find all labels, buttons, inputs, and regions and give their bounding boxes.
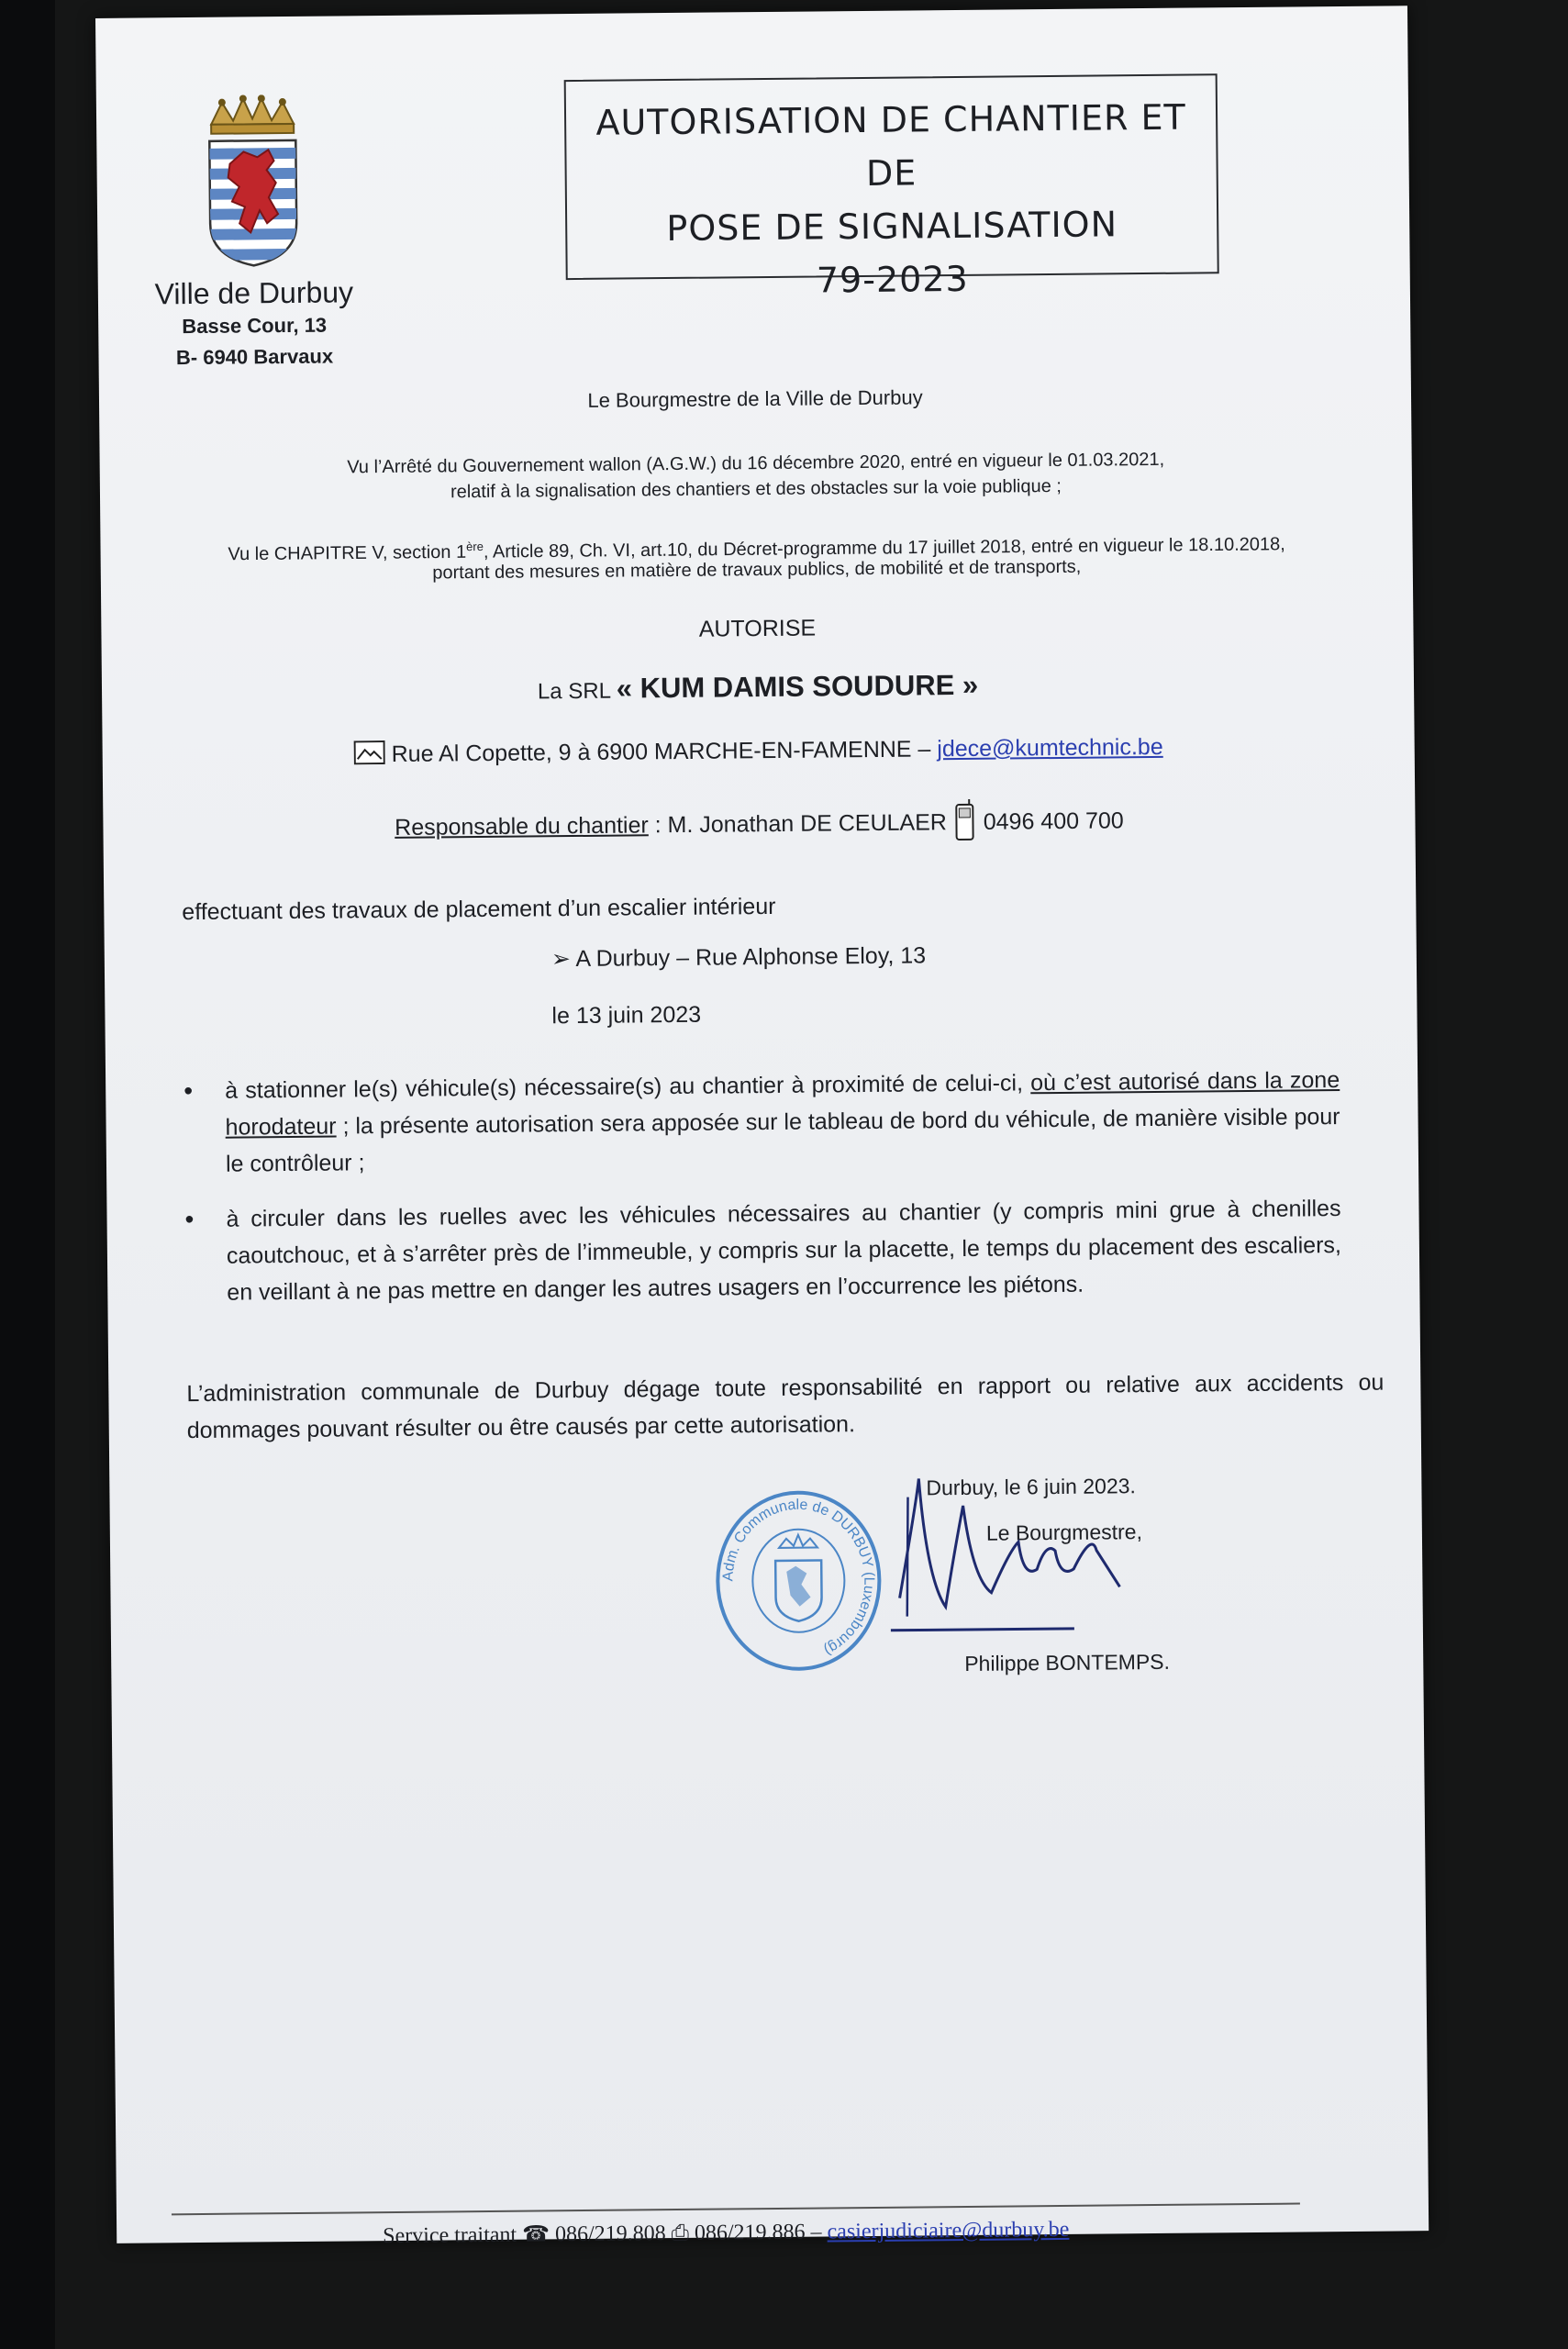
decree-text-a: Vu le CHAPITRE V, section 1: [228, 541, 467, 565]
footer-email-link[interactable]: casierjudiciaire@durbuy.be: [827, 2217, 1070, 2244]
permission-item-parking: [183, 1062, 1340, 1183]
photo-background: [0, 0, 55, 2349]
work-description: effectuant des travaux de placement d’un escalier intérieur: [182, 893, 776, 926]
title-line-2: POSE DE SIGNALISATION: [666, 204, 1118, 250]
company-address: Rue Al Copette, 9 à 6900 MARCHE-EN-FAMENNE –: [391, 736, 931, 768]
footer-contact-line: [383, 2216, 1069, 2249]
site-manager-label: Responsable du chantier: [395, 812, 649, 841]
footer-divider: [172, 2203, 1300, 2216]
document-page: [95, 6, 1429, 2249]
telephone-icon: ☎: [522, 2222, 550, 2247]
work-location: A Durbuy – Rue Alphonse Eloy, 13: [575, 942, 927, 973]
footer-fax: 086/219.886: [694, 2220, 806, 2245]
footer-service-label: Service traitant: [383, 2222, 517, 2249]
liability-disclaimer: L’administration communale de Durbuy dégage toute responsabilité en rapport ou relative aux accidents ou dommages pouvant résulter ou être causés par cette autorisation.: [186, 1369, 1385, 1444]
signatory-name: Philippe BONTEMPS.: [964, 1649, 1171, 1675]
mobile-phone-icon: [953, 799, 978, 848]
signature-place-date: Durbuy, le 6 juin 2023.: [926, 1474, 1136, 1500]
fax-icon: ⎙: [671, 2221, 690, 2246]
company-email-link[interactable]: jdece@kumtechnic.be: [937, 733, 1163, 763]
stamp-text: Adm. Communale de DURBUY (Luxembourg): [720, 1497, 877, 1658]
permission-circulation-text: à circuler dans les ruelles avec les véhicules nécessaires au chantier (y compris mini grue à chenilles caoutchouc, et à s’arrêter près de l’immeuble, y compris sur la placette, le temps du placement des escaliers, en veillant à ne pas mettre en danger les autres usagers en l’occurrence les piétons.: [226, 1196, 1342, 1306]
company-name: « KUM DAMIS SOUDURE »: [616, 668, 979, 705]
decree-text-b: , Article 89, Ch. VI, art.10, du Décret-programme du 17 juillet 2018, entré en vigueur le 18.10.2018,: [483, 534, 1285, 562]
issuer-line: Le Bourgmestre de la Ville de Durbuy: [587, 385, 923, 412]
arrow-bullet-icon: ➢: [550, 946, 571, 973]
work-date: le 13 juin 2023: [551, 1001, 702, 1030]
city-address-postal: B- 6940 Barvaux: [175, 344, 334, 370]
company-prefix: La SRL: [537, 678, 611, 705]
work-location-line: [551, 937, 927, 977]
document-title-box: [564, 73, 1219, 301]
city-address-street: Basse Cour, 13: [182, 313, 328, 339]
site-manager-line: [103, 795, 1415, 856]
decree-superscript: ère: [466, 539, 484, 554]
footer-dash: –: [810, 2220, 822, 2244]
site-manager-name: : M. Jonathan DE CEULAER: [654, 809, 948, 839]
permission-parking-underlined: où c’est autorisé dans la zone horodateur: [225, 1067, 1340, 1141]
footer-phone: 086/219.808: [554, 2221, 666, 2247]
agw-reference-line-1: Vu l’Arrêté du Gouvernement wallon (A.G.W.) du 16 décembre 2020, entré en vigueur le 01.03.2021,: [347, 449, 1165, 478]
envelope-icon: [354, 740, 385, 771]
agw-reference-line-2: relatif à la signalisation des chantiers et des obstacles sur la voie publique ;: [450, 475, 1062, 503]
signature-role: Le Bourgmestre,: [985, 1520, 1143, 1545]
durbuy-crest-icon: [202, 95, 305, 270]
city-name: Ville de Durbuy: [154, 275, 354, 311]
decree-reference-line-2: portant des mesures en matière de travaux publics, de mobilité et de transports,: [432, 556, 1082, 584]
company-line: [102, 664, 1414, 710]
title-line-1: AUTORISATION DE CHANTIER ET DE: [595, 96, 1186, 194]
site-manager-phone: 0496 400 700: [983, 807, 1124, 835]
permission-parking-text-a: à stationner le(s) véhicule(s) nécessaire(s) au chantier à proximité de celui-ci,: [225, 1070, 1024, 1104]
autorise-heading: AUTORISE: [698, 615, 817, 642]
company-address-line: [103, 730, 1415, 774]
bullet-dot-icon: •: [184, 1205, 195, 1234]
city-logo-block: [151, 94, 356, 373]
permission-item-circulation: [184, 1190, 1341, 1311]
municipal-stamp: [710, 1488, 886, 1674]
authorization-number: 79-2023: [816, 258, 969, 301]
handwritten-signature: [862, 1440, 1194, 1653]
permission-parking-text-b: ; la présente autorisation sera apposée sur le tableau de bord du véhicule, de manière visible pour le contrôleur ;: [225, 1104, 1340, 1177]
bullet-dot-icon: •: [183, 1076, 194, 1106]
